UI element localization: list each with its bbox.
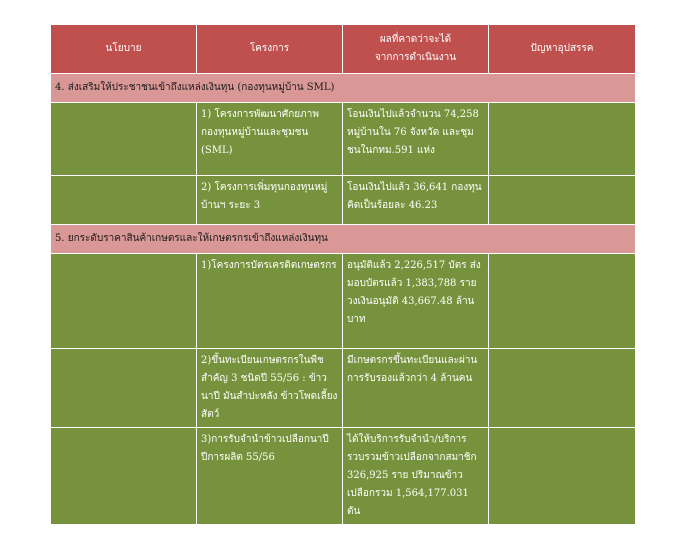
header-result-line2: จากการดำเนินงาน bbox=[374, 52, 457, 63]
problem-cell bbox=[489, 254, 636, 349]
table-row bbox=[51, 254, 636, 349]
project-cell: 1) โครงการพัฒนาศักยภาพกองทุนหมู่บ้านและชุมชน (SML) bbox=[197, 103, 343, 176]
result-cell: มีเกษตรกรขึ้นทะเบียนและผ่านการรับรองแล้วกว่า 4 ล้านคน bbox=[343, 349, 489, 428]
project-cell: 3)การรับจำนำข้าวเปลือกนาปี ปีการผลิต 55/56 bbox=[197, 428, 343, 525]
project-cell: 1)โครงการบัตรเครดิตเกษตรกร bbox=[197, 254, 343, 349]
policy-cell bbox=[51, 349, 197, 428]
header-problems: ปัญหาอุปสรรค bbox=[489, 25, 636, 74]
result-cell: ได้ให้บริการรับจำนำ/บริการรวบรวมข้าวเปลือกจากสมาชิก 326,925 ราย ปริมาณข้าวเปลือกรวม 1,564,177.031 ตัน bbox=[343, 428, 489, 525]
result-cell: โอนเงินไปแล้ว 36,641 กองทุน คิดเป็นร้อยละ 46.23 bbox=[343, 176, 489, 225]
section-title: 4. ส่งเสริมให้ประชาชนเข้าถึงแหล่งเงินทุน (กองทุนหมู่บ้าน SML) bbox=[51, 74, 636, 103]
header-policy: นโยบาย bbox=[51, 25, 197, 74]
header-row bbox=[51, 25, 636, 74]
policy-cell bbox=[51, 176, 197, 225]
policy-cell bbox=[51, 428, 197, 525]
header-result bbox=[343, 25, 489, 74]
section-row bbox=[51, 225, 636, 254]
policy-cell bbox=[51, 254, 197, 349]
result-cell: โอนเงินไปแล้วจำนวน 74,258 หมู่บ้านใน 76 จังหวัด และชุมชนในกทม.591 แห่ง bbox=[343, 103, 489, 176]
table-row bbox=[51, 349, 636, 428]
result-cell: อนุมัติแล้ว 2,226,517 บัตร ส่งมอบบัตรแล้ว 1,383,788 ราย วงเงินอนุมัติ 43,667.48 ล้านบาท bbox=[343, 254, 489, 349]
problem-cell bbox=[489, 349, 636, 428]
policy-table bbox=[50, 24, 636, 525]
project-cell: 2)ขึ้นทะเบียนเกษตรกรในพืชสำคัญ 3 ชนิดปี 55/56 : ข้าวนาปี มันสำปะหลัง ข้าวโพดเลี้ยงสัตว์ bbox=[197, 349, 343, 428]
section-row bbox=[51, 74, 636, 103]
table-row bbox=[51, 428, 636, 525]
problem-cell bbox=[489, 103, 636, 176]
project-cell: 2) โครงการเพิ่มทุนกองทุนหมู่บ้านฯ ระยะ 3 bbox=[197, 176, 343, 225]
problem-cell bbox=[489, 428, 636, 525]
table-row bbox=[51, 103, 636, 176]
policy-cell bbox=[51, 103, 197, 176]
problem-cell bbox=[489, 176, 636, 225]
header-project: โครงการ bbox=[197, 25, 343, 74]
section-title: 5. ยกระดับราคาสินค้าเกษตรและให้เกษตรกรเข้าถึงแหล่งเงินทุน bbox=[51, 225, 636, 254]
table-row bbox=[51, 176, 636, 225]
header-result-line1: ผลที่คาดว่าจะได้ bbox=[379, 34, 452, 45]
